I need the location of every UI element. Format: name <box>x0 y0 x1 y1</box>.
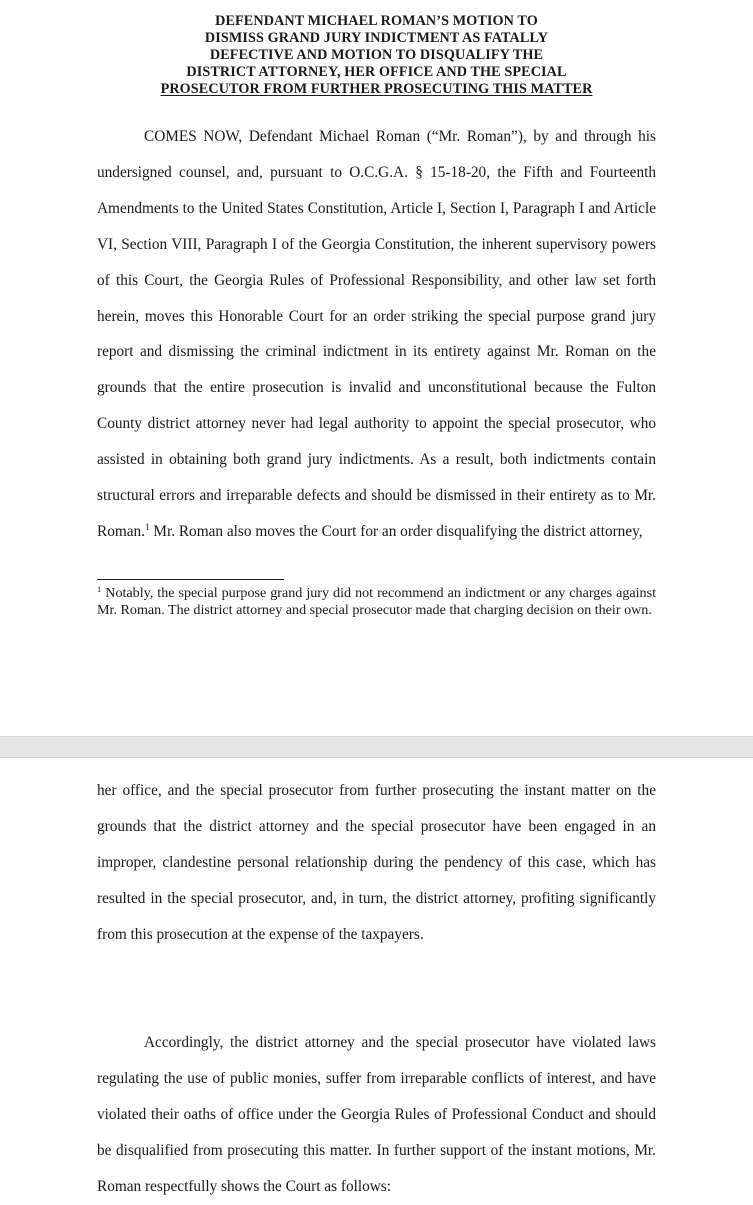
footnote <box>97 585 656 619</box>
title-line-5: PROSECUTOR FROM FURTHER PROSECUTING THIS MATTER <box>160 81 593 97</box>
footnote-divider <box>97 579 284 580</box>
footnote-reference[interactable]: 1 <box>145 521 150 532</box>
title-line-3: DEFECTIVE AND MOTION TO DISQUALIFY THE <box>209 47 544 63</box>
title-line-1: DEFENDANT MICHAEL ROMAN’S MOTION TO <box>215 13 538 29</box>
accordingly-paragraph <box>97 1025 656 1205</box>
page-separator <box>0 736 753 758</box>
footnote-number: 1 <box>97 584 102 594</box>
continued-paragraph: her office, and the special prosecutor from further prosecuting the instant matter on the grounds that the district attorney and the special prosecutor have been engaged in an improper, clandestine personal relationship during the pendency of this case, which has resulted in the special prosecutor, and, in turn, the district attorney, profiting significantly from this prosecution at the expense of the taxpayers. <box>97 782 656 943</box>
opening-paragraph <box>97 119 656 550</box>
title-line-4: DISTRICT ATTORNEY, HER OFFICE AND THE SPECIAL <box>186 64 567 80</box>
opening-paragraph-tail: Mr. Roman also moves the Court for an order disqualifying the district attorney, <box>149 522 643 540</box>
title-line-2: DISMISS GRAND JURY INDICTMENT AS FATALLY <box>204 30 549 46</box>
opening-paragraph-text: COMES NOW, Defendant Michael Roman (“Mr. Roman”), by and through his undersigned counsel, and, pursuant to O.C.G.A. § 15-18-20, the Fifth and Fourteenth Amendments to the United States Constitution, Article I, Section I, Paragraph I and Article VI, Section VIII, Paragraph I of the Georgia Constitution, the inherent supervisory powers of this Court, the Georgia Rules of Professional Responsibility, and other law set forth herein, moves this Honorable Court for an order striking the special purpose grand jury report and dismissing the criminal indictment in its entirety against Mr. Roman on the grounds that the entire prosecution is invalid and unconstitutional because the Fulton County district attorney never had legal authority to appoint the special prosecutor, who assisted in obtaining both grand jury indictments. As a result, both indictments contain structural errors and irreparable defects and should be dismissed in their entirety as to Mr. Roman. <box>97 128 656 540</box>
motion-title <box>100 13 653 98</box>
footnote-text: Notably, the special purpose grand jury did not recommend an indictment or any charges against Mr. Roman. The district attorney and special prosecutor made that charging decision on their own. <box>97 585 656 619</box>
accordingly-paragraph-text: Accordingly, the district attorney and the special prosecutor have violated laws regulating the use of public monies, suffer from irreparable conflicts of interest, and have violated their oaths of office under the Georgia Rules of Professional Conduct and should be disqualified from prosecuting this matter. In further support of the instant motions, Mr. Roman respectfully shows the Court as follows: <box>97 1034 656 1195</box>
document-page-2 <box>0 758 753 1200</box>
